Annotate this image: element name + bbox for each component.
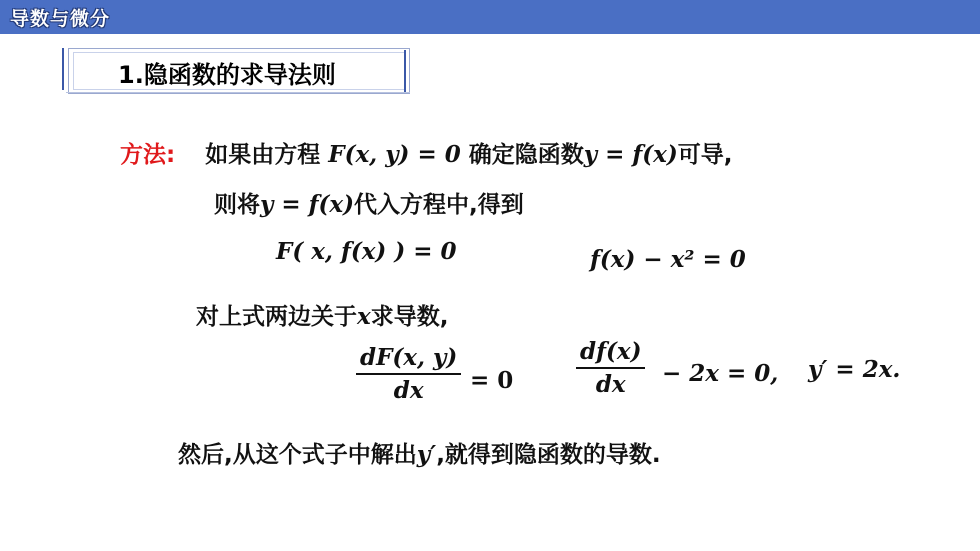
conclusion-text-b: ,就得到隐函数的导数. <box>436 442 661 468</box>
fraction-dF-numerator: dF(x, y) <box>356 344 461 375</box>
method-text-1c: 可导, <box>677 142 733 168</box>
diff-variable: x <box>357 303 371 330</box>
equation-substituted: F( x, f(x) ) = 0 <box>276 238 457 265</box>
equation-y-fx-2: y = f(x) <box>260 191 355 218</box>
method-label: 方法: <box>120 142 176 168</box>
frame-accent-bottom <box>66 92 410 93</box>
equation-result: y′ = 2x. <box>808 356 901 383</box>
frame-accent-left <box>62 48 64 90</box>
section-title: 1.隐函数的求导法则 <box>118 61 336 89</box>
fraction-df-denominator: dx <box>595 371 626 398</box>
fraction-dF-denominator: dx <box>393 377 424 404</box>
method-text-2b: 代入方程中,得到 <box>354 192 524 218</box>
method-text-2a: 则将 <box>214 192 260 218</box>
fraction-dF-dx <box>356 344 461 404</box>
fraction-dF-rhs: = 0 <box>470 367 514 394</box>
method-line-1 <box>120 136 733 169</box>
fraction-df-numerator: df(x) <box>576 338 645 369</box>
method-text-1b: 确定隐函数 <box>468 142 584 168</box>
fraction-df-dx <box>576 338 645 398</box>
diff-text-a: 对上式两边关于 <box>196 304 357 330</box>
frame-accent-right <box>404 50 406 92</box>
equation-F-xy: F(x, y) = 0 <box>328 141 461 168</box>
differentiate-line <box>196 298 448 331</box>
equation-example: f(x) − x² = 0 <box>590 246 746 273</box>
header-bar <box>0 0 980 34</box>
conclusion-variable: y′ <box>416 441 437 468</box>
method-line-2 <box>214 186 524 219</box>
header-title: 导数与微分 <box>10 8 111 30</box>
conclusion-text-a: 然后,从这个式子中解出 <box>178 442 417 468</box>
equation-y-fx: y = f(x) <box>583 141 678 168</box>
method-text-1a: 如果由方程 <box>205 142 321 168</box>
fraction-df-rhs: − 2x = 0, <box>662 360 779 387</box>
diff-text-b: 求导数, <box>370 304 449 330</box>
conclusion-line <box>178 436 661 469</box>
